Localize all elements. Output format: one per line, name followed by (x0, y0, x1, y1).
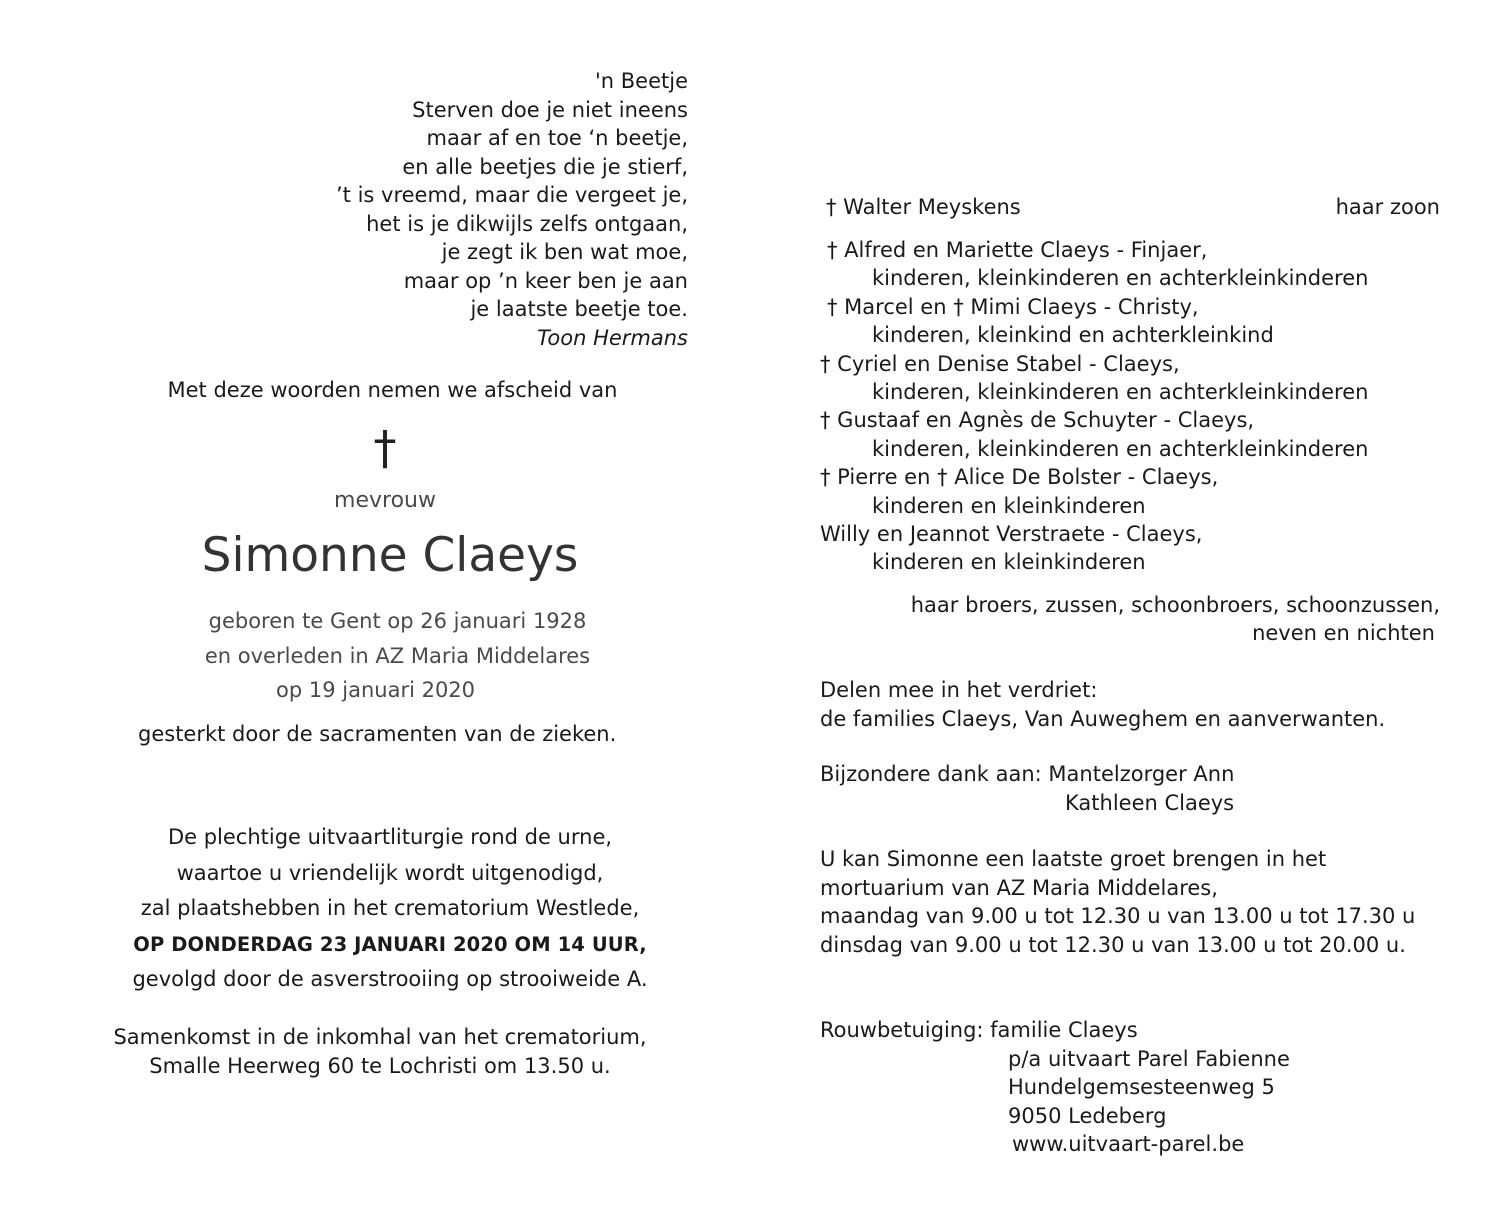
visit-line: U kan Simonne een laatste groet brengen in het (820, 847, 1327, 871)
condolence-line: Rouwbetuiging: familie Claeys (820, 1018, 1138, 1042)
intro-text: Met deze woorden nemen we afscheid van (167, 378, 618, 402)
poem (240, 67, 688, 352)
service-line: waartoe u vriendelijk wordt uitgenodigd, (176, 860, 604, 885)
poem-line: het is je dikwijls zelfs ontgaan, (366, 211, 688, 236)
family-entry-sub: kinderen, kleinkinderen en achterkleinkinderen (872, 380, 1369, 405)
visit-line: maandag van 9.00 u tot 12.30 u van 13.00 u tot 17.30 u (820, 904, 1416, 928)
son-name: † Walter Meyskens (826, 195, 1021, 219)
share-line: de families Claeys, Van Auweghem en aanverwanten. (820, 706, 1386, 731)
family-entry: † Cyriel en Denise Stabel - Claeys, (820, 351, 1180, 376)
family-entry: † Alfred en Mariette Claeys - Finjaer, (827, 238, 1208, 262)
service-date: OP DONDERDAG 23 JANUARI 2020 OM 14 UUR, (133, 932, 647, 956)
siblings-text (850, 591, 1440, 647)
condolence-line: Hundelgemsesteenweg 5 (1008, 1075, 1275, 1099)
family-entry-sub: kinderen en kleinkinderen (872, 493, 1146, 518)
death-date-line: op 19 januari 2020 (276, 678, 476, 702)
service-line: De plechtige uitvaartliturgie rond de urne, (167, 825, 613, 849)
poem-line: maar af en toe ‘n beetje, (426, 126, 688, 150)
poem-line: maar op ’n keer ben je aan (403, 268, 688, 293)
visit-line: mortuarium van AZ Maria Middelares, (820, 875, 1218, 900)
funeral-service-info (60, 820, 720, 998)
family-entry: † Marcel en † Mimi Claeys - Christy, (827, 294, 1199, 319)
birth-line: geboren te Gent op 26 januari 1928 (208, 609, 587, 633)
condolence-address (820, 1016, 1290, 1159)
service-line: gevolgd door de asverstrooiing op strooiweide A. (132, 967, 648, 991)
birth-death-info (100, 604, 695, 708)
share-line: Delen mee in het verdriet: (820, 678, 1098, 702)
gathering-line: Samenkomst in de inkomhal van het crematorium, (113, 1025, 647, 1049)
family-entry-sub: kinderen, kleinkind en achterkleinkind (872, 323, 1274, 348)
family-entry: † Gustaaf en Agnès de Schuyter - Claeys, (820, 408, 1255, 433)
family-entry-sub: kinderen, kleinkinderen en achterkleinkinderen (872, 266, 1369, 291)
family-entry-sub: kinderen en kleinkinderen (872, 550, 1146, 575)
visitation-info (820, 845, 1415, 959)
gathering-line: Smalle Heerweg 60 te Lochristi om 13.50 u. (149, 1053, 611, 1078)
condolence-line: p/a uitvaart Parel Fabienne (1008, 1046, 1290, 1071)
poem-line: je zegt ik ben wat moe, (441, 240, 688, 264)
special-thanks (820, 760, 1234, 817)
thanks-line: Kathleen Claeys (1065, 790, 1235, 815)
cross-icon: † (373, 421, 397, 475)
service-line: zal plaatshebben in het crematorium Westlede, (140, 896, 640, 920)
visit-line: dinsdag van 9.00 u tot 12.30 u van 13.00 u tot 20.00 u. (820, 932, 1406, 957)
poem-line: Sterven doe je niet ineens (412, 97, 688, 122)
thanks-line: Bijzondere dank aan: Mantelzorger Ann (820, 762, 1235, 786)
death-place-line: en overleden in AZ Maria Middelares (204, 643, 591, 668)
poem-line: ’t is vreemd, maar die vergeet je, (336, 183, 688, 207)
poem-line: je laatste beetje toe. (470, 297, 688, 321)
family-entry-sub: kinderen, kleinkinderen en achterkleinkinderen (872, 436, 1369, 461)
siblings-line: haar broers, zussen, schoonbroers, schoonzussen, (910, 593, 1440, 617)
share-grief (820, 676, 1385, 733)
sacraments-text: gesterkt door de sacramenten van de zieken. (138, 722, 617, 746)
family-list (820, 236, 1368, 577)
family-entry: Willy en Jeannot Verstraete - Claeys, (820, 522, 1203, 547)
condolence-line: 9050 Ledeberg (1008, 1103, 1167, 1128)
website-link[interactable]: www.uitvaart-parel.be (1012, 1132, 1245, 1156)
poem-line: en alle beetjes die je stierf, (402, 154, 688, 179)
siblings-line: neven en nichten (1252, 621, 1435, 645)
family-entry: † Pierre en † Alice De Bolster - Claeys, (820, 465, 1219, 490)
honorific: mevrouw (334, 488, 436, 513)
gathering-info (60, 1023, 700, 1080)
poem-author: Toon Hermans (537, 325, 688, 350)
deceased-name: Simonne Claeys (201, 528, 579, 583)
son-relation: haar zoon (1335, 195, 1440, 219)
poem-title: 'n Beetje (595, 69, 688, 93)
